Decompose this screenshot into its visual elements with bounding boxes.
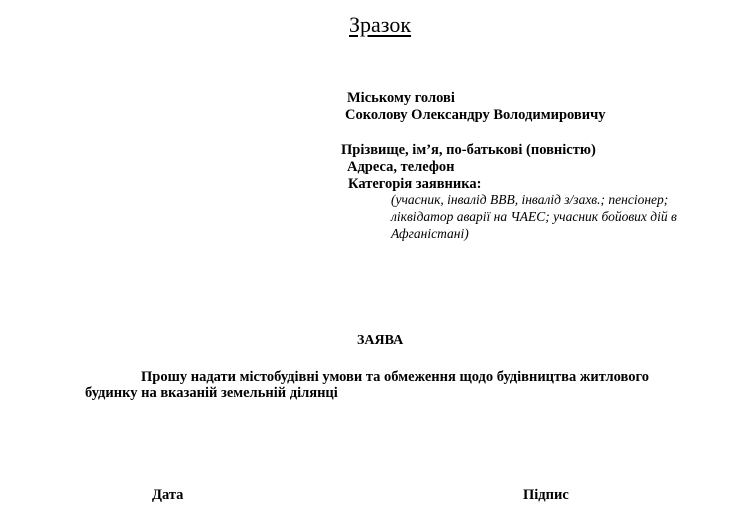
document-title: Зразок bbox=[349, 12, 412, 37]
addressee-name: Соколову Олександру Володимировичу bbox=[345, 107, 606, 123]
signature-label: Підпис bbox=[523, 487, 569, 503]
category-note-line-2: ліквідатор аварії на ЧАЕС; учасник бойових дій в bbox=[391, 209, 677, 224]
application-body-line-1: Прошу надати містобудівні умови та обмеження щодо будівництва житлового bbox=[141, 369, 649, 385]
application-body-line-2: будинку на вказаній земельній ділянці bbox=[85, 385, 338, 401]
category-note-line-1: (учасник, інвалід ВВВ, інвалід з/захв.; пенсіонер; bbox=[391, 192, 669, 207]
applicant-category-note bbox=[391, 191, 677, 242]
application-heading: ЗАЯВА bbox=[357, 333, 404, 348]
sender-address-label: Адреса, телефон bbox=[347, 159, 455, 175]
date-label: Дата bbox=[152, 487, 184, 503]
applicant-category-label: Категорія заявника: bbox=[348, 176, 482, 192]
category-note-line-3: Афганістані) bbox=[391, 226, 469, 241]
addressee-position: Міському голові bbox=[347, 90, 455, 106]
sender-full-name-label: Прізвище, ім’я, по-батькові (повністю) bbox=[341, 142, 596, 158]
